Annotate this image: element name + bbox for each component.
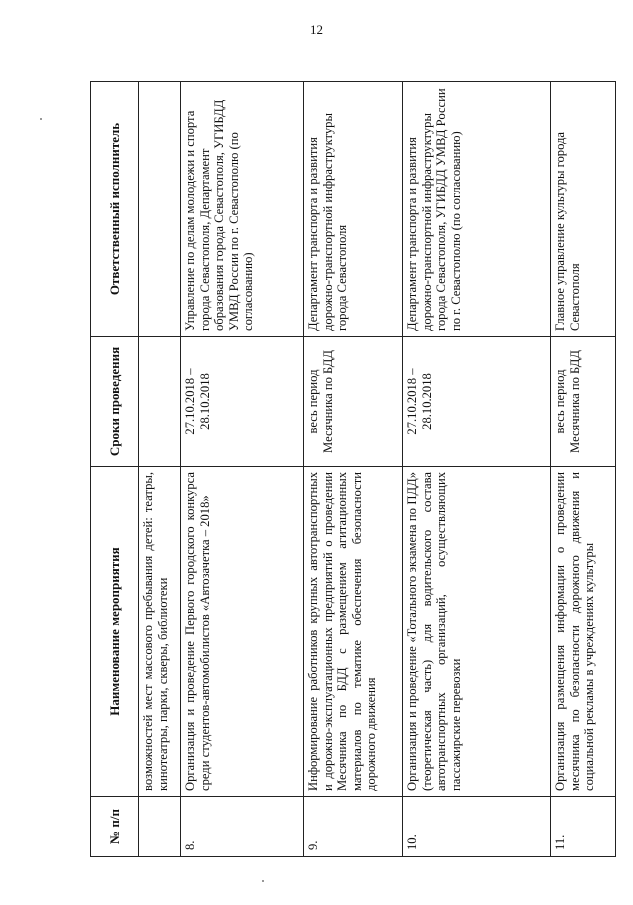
table-row xyxy=(181,82,304,857)
row-dates: весь период Месячника по БДД xyxy=(304,337,403,467)
row-num: 8. xyxy=(181,797,304,857)
header-executor: Ответственный исполнитель xyxy=(91,82,139,337)
header-dates: Сроки проведения xyxy=(91,337,139,467)
row-name: Организация размещения информации о проведении месячника по безопасности дорожного движения и социальной рекламы в учреждениях культуры xyxy=(551,467,616,797)
row-name: Организация и проведение Первого городского конкурса среди студентов-автомобилистов «Автозачетка – 2018» xyxy=(181,467,304,797)
table-header-row xyxy=(91,82,139,857)
row-executor: Управление по делам молодежи и спорта города Севастополя, Департамент образования города Севастополя, УГИБДД УМВД России по г. Севастополю (по согласованию) xyxy=(181,82,304,337)
row-dates: 27.10.2018 – 28.10.2018 xyxy=(181,337,304,467)
header-name: Наименование мероприятия xyxy=(91,467,139,797)
row-executor: Главное управление культуры города Севастополя xyxy=(551,82,616,337)
table-row xyxy=(139,82,181,857)
row-num xyxy=(139,797,181,857)
row-dates: 27.10.2018 – 28.10.2018 xyxy=(403,337,551,467)
row-name: Организация и проведение «Тотального экзамена по ПДД» (теоретическая часть) для водительского состава автотранспортных организаций, осуществляющих пассажирские перевозки xyxy=(403,467,551,797)
row-num: 10. xyxy=(403,797,551,857)
header-num: № п/п xyxy=(91,797,139,857)
scan-speck xyxy=(40,118,42,120)
row-executor: Департамент транспорта и развития дорожно-транспортной инфраструктуры города Севастополя, УГИБДД УМВД России по г. Севастополю (по согласованию) xyxy=(403,82,551,337)
row-dates: весь период Месячника по БДД xyxy=(551,337,616,467)
row-num: 9. xyxy=(304,797,403,857)
table-row xyxy=(304,82,403,857)
table-row xyxy=(551,82,616,857)
scan-speck xyxy=(262,880,264,882)
row-executor: Департамент транспорта и развития дорожно-транспортной инфраструктуры города Севастополя xyxy=(304,82,403,337)
page-number: 12 xyxy=(310,22,323,37)
row-num: 11. xyxy=(551,797,616,857)
row-name: возможностей мест массового пребывания детей: театры, кинотеатры, парки, скверы, библиотеки xyxy=(139,467,181,797)
events-table xyxy=(90,81,616,857)
row-executor xyxy=(139,82,181,337)
row-name: Информирование работников крупных автотранспортных и дорожно-эксплуатационных предприятий о проведении Месячника по БДД с размещением агитационных материалов по тематике обеспечения безопасности дорожного движения xyxy=(304,467,403,797)
rotated-table-container xyxy=(90,82,615,857)
row-dates xyxy=(139,337,181,467)
table-row xyxy=(403,82,551,857)
